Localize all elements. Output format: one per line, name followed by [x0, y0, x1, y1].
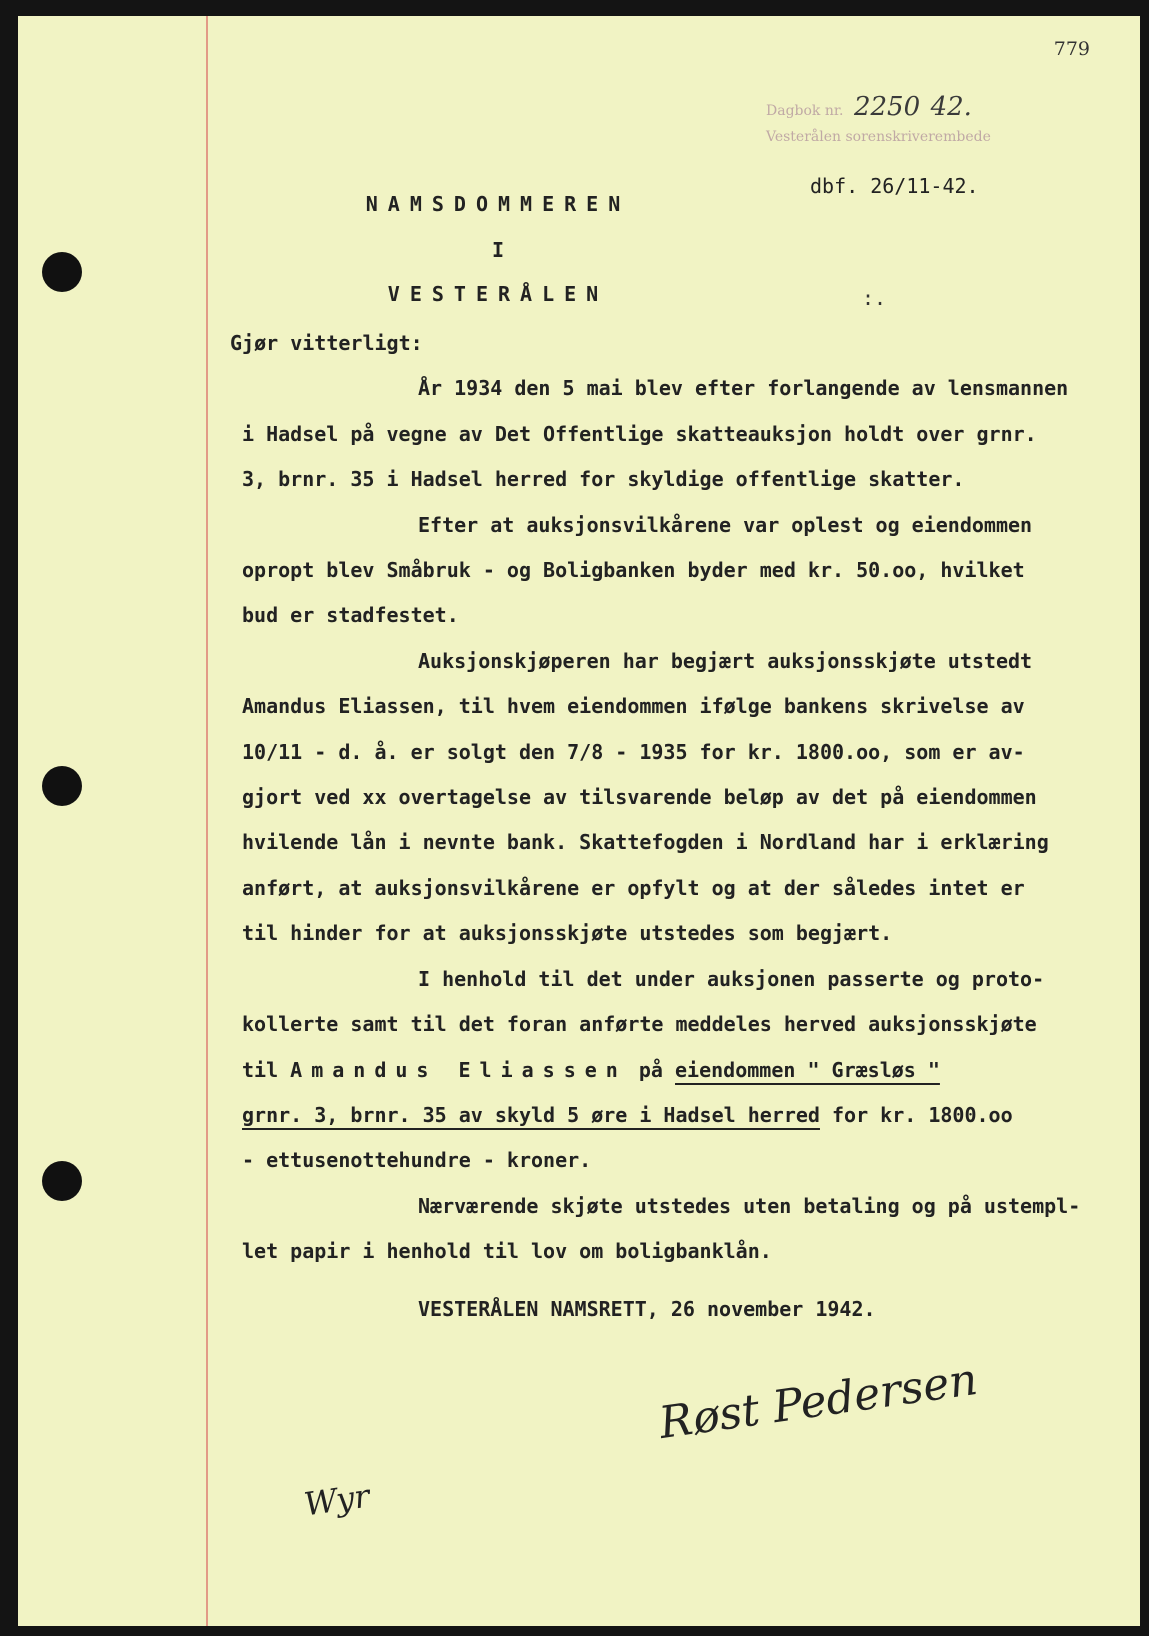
heading-line-3: VESTERÅLEN	[387, 282, 609, 306]
punch-hole-bottom	[42, 1161, 82, 1201]
text-line: I henhold til det under auksjonen passerte og proto-	[418, 966, 1045, 991]
place-date-line: VESTERÅLEN NAMSRETT, 26 november 1942.	[418, 1296, 876, 1321]
text-fragment: for kr. 1800.oo	[832, 1102, 1013, 1127]
heading-line-1: NAMSDOMMEREN	[365, 192, 631, 216]
text-line	[242, 1093, 1140, 1138]
text-line: Nærværende skjøte utstedes uten betaling og på ustempl-	[418, 1193, 1081, 1218]
text-line	[242, 1048, 1140, 1093]
text-line: gjort ved xx overtagelse av tilsvarende beløp av det på eiendommen	[242, 785, 1037, 810]
buyer-name: Amandus Eliassen	[290, 1057, 627, 1082]
text-line: 3, brnr. 35 i Hadsel herred for skyldige offentlige skatter.	[242, 467, 965, 492]
text-line: År 1934 den 5 mai blev efter forlangende av lensmannen	[418, 376, 1069, 401]
signature: Røst Pedersen	[656, 1353, 981, 1450]
text-line: 10/11 - d. å. er solgt den 7/8 - 1935 for kr. 1800.oo, som er av-	[242, 739, 1025, 764]
initials: Wyr	[301, 1476, 372, 1524]
heading-line-2: I	[491, 238, 505, 262]
stamp-label: Dagbok nr.	[766, 103, 844, 119]
dbf-date: dbf. 26/11-42.	[810, 174, 979, 198]
text-line: til hinder for at auksjonsskjøte utstedes som begjært.	[242, 921, 893, 946]
stamp-year: 42.	[930, 92, 972, 122]
text-line: opropt blev Småbruk - og Boligbanken byder med kr. 50.oo, hvilket	[242, 558, 1025, 583]
journal-stamp	[766, 94, 991, 150]
property-reference: grnr. 3, brnr. 35 av skyld 5 øre i Hadsel herred	[242, 1102, 820, 1127]
text-line: let papir i henhold til lov om boligbanklån.	[242, 1239, 772, 1264]
text-line: i Hadsel på vegne av Det Offentlige skatteauksjon holdt over grnr.	[242, 421, 1037, 446]
text-line: Amandus Eliassen, til hvem eiendommen ifølge bankens skrivelse av	[242, 694, 1025, 719]
text-line: - ettusenottehundre - kroner.	[242, 1148, 592, 1173]
text-line: Gjør vitterligt:	[230, 331, 423, 355]
text-fragment: på	[638, 1057, 663, 1082]
stamp-office: Vesterålen sorenskriverembede	[766, 129, 991, 145]
punch-hole-middle	[42, 766, 82, 806]
punch-hole-top	[42, 252, 82, 292]
page-number: 779	[1053, 38, 1090, 60]
text-fragment: til	[242, 1057, 279, 1082]
text-line: Auksjonskjøperen har begjært auksjonsskjøte utstedt	[418, 648, 1033, 673]
text-line: hvilende lån i nevnte bank. Skattefogden i Nordland har i erklæring	[242, 830, 1049, 855]
property-name: eiendommen " Græsløs "	[675, 1057, 940, 1082]
stray-mark: :.	[862, 286, 887, 310]
margin-line	[206, 16, 208, 1626]
stamp-number: 2250	[853, 92, 921, 122]
text-line: anført, at auksjonsvilkårene er opfylt og at der således intet er	[242, 875, 1025, 900]
document-page	[18, 16, 1140, 1626]
document-body	[230, 321, 1140, 1332]
text-line: bud er stadfestet.	[242, 603, 459, 628]
text-line: kollerte samt til det foran anførte meddeles herved auksjonsskjøte	[242, 1012, 1037, 1037]
text-line: Efter at auksjonsvilkårene var oplest og eiendommen	[418, 512, 1033, 537]
